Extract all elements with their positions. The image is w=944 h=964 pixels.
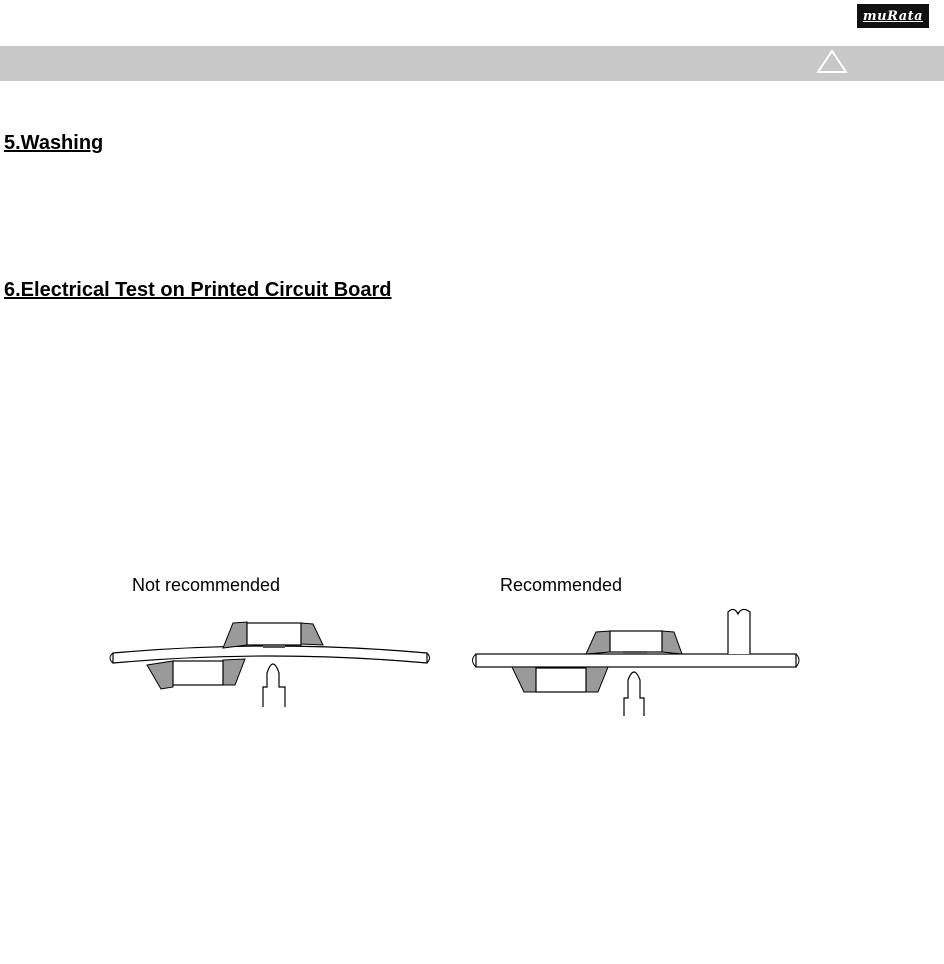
warning-triangle-icon [815,48,849,76]
top-solder-right [662,631,682,654]
header-band [0,46,944,81]
test-probe [263,664,285,707]
bottom-component [536,668,586,692]
logo-text: muRata [862,8,924,24]
bottom-solder-left [147,661,173,689]
figure-recommended [468,606,808,721]
test-probe [624,672,644,716]
bent-board [113,646,427,663]
bottom-component [173,661,223,685]
support-pin [728,609,750,654]
bottom-solder-left [512,667,536,692]
flat-board [476,654,796,667]
top-solder-left [586,631,610,654]
top-component [247,623,301,645]
top-solder-left [223,622,247,648]
label-recommended: Recommended [500,575,623,595]
section-title-washing: 5.Washing [4,132,104,154]
top-solder-right [301,623,323,645]
murata-logo [857,4,929,28]
section-title-electrical-test: 6.Electrical Test on Printed Circuit Board [4,279,392,301]
bottom-solder-right [586,667,608,692]
label-not-recommended: Not recommended [132,575,281,595]
bottom-solder-right [223,659,245,685]
top-component [610,631,662,652]
figure-not-recommended [105,615,435,715]
